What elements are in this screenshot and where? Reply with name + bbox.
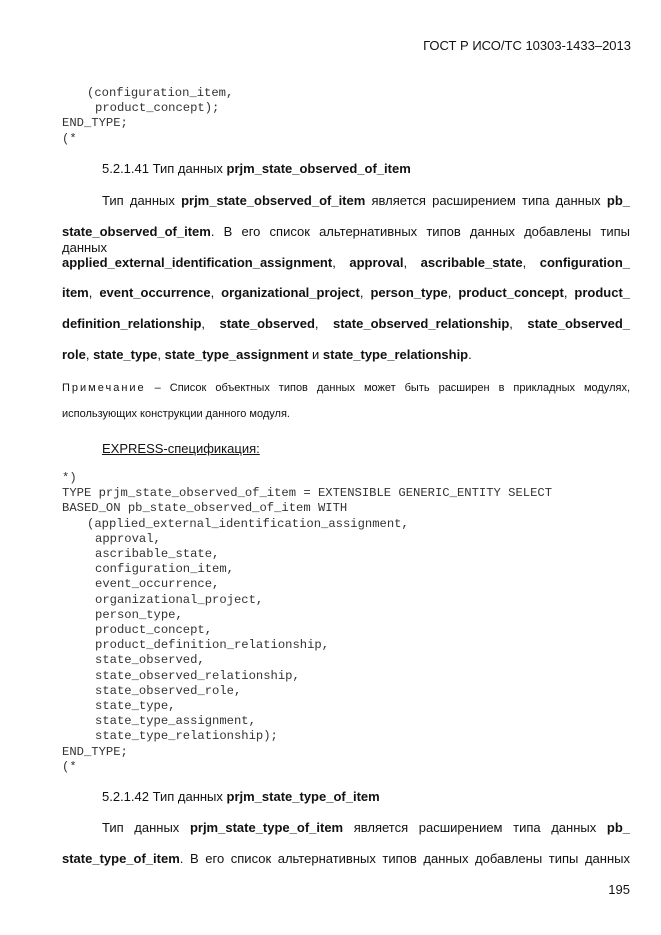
section-heading bbox=[102, 789, 380, 804]
code-line: approval, bbox=[95, 531, 161, 546]
code-line: state_observed, bbox=[95, 653, 205, 668]
code-line: TYPE prjm_state_observed_of_item = EXTENSIBLE GENERIC_ENTITY SELECT bbox=[62, 486, 553, 501]
paragraph-line: Тип данных prjm_state_observed_of_item является расширением типа данных pb_ bbox=[102, 193, 630, 208]
page-number: 195 bbox=[608, 882, 630, 897]
code-line: event_occurrence, bbox=[95, 577, 220, 592]
code-line: (applied_external_identification_assignment, bbox=[87, 516, 409, 531]
section-heading-name: prjm_state_observed_of_item bbox=[226, 161, 411, 176]
section-paragraph bbox=[62, 820, 630, 882]
code-line: state_type, bbox=[95, 699, 176, 714]
section-heading-prefix: 5.2.1.41 Тип данных bbox=[102, 161, 227, 176]
section-paragraph bbox=[62, 193, 630, 378]
section-heading-prefix: 5.2.1.42 Тип данных bbox=[102, 789, 227, 804]
section-heading-name: prjm_state_type_of_item bbox=[226, 789, 380, 804]
section-heading bbox=[102, 161, 411, 176]
paragraph-line: state_observed_of_item. В его список альтернативных типов данных добавлены типы данных bbox=[62, 223, 630, 255]
code-line: product_concept); bbox=[95, 101, 220, 116]
code-line: BASED_ON pb_state_observed_of_item WITH bbox=[62, 501, 348, 516]
code-line: state_type_assignment, bbox=[95, 714, 256, 729]
paragraph-line: definition_relationship, state_observed, state_observed_relationship, state_observed_ bbox=[62, 316, 630, 332]
code-line: *) bbox=[62, 471, 77, 485]
express-spec-label: EXPRESS-спецификация: bbox=[102, 441, 260, 456]
code-line: state_observed_relationship, bbox=[95, 668, 300, 683]
paragraph-line: applied_external_identification_assignment, approval, ascribable_state, configuration_ bbox=[62, 254, 630, 270]
code-line: configuration_item, bbox=[95, 562, 234, 577]
code-line: END_TYPE; bbox=[62, 116, 128, 131]
code-block-top bbox=[62, 86, 233, 147]
paragraph-line: item, event_occurrence, organizational_project, person_type, product_concept, product_ bbox=[62, 285, 630, 301]
note-block bbox=[62, 381, 630, 433]
note-line: Примечание – Список объектных типов данных может быть расширен в прикладных модулях, bbox=[62, 382, 630, 394]
code-line: END_TYPE; bbox=[62, 744, 128, 759]
code-line: state_type_relationship); bbox=[95, 729, 278, 744]
code-line: ascribable_state, bbox=[95, 547, 220, 562]
code-block-main bbox=[62, 471, 552, 775]
code-line: (* bbox=[62, 759, 77, 774]
note-line: использующих конструкции данного модуля. bbox=[62, 408, 290, 420]
paragraph-line: state_type_of_item. В его список альтернативных типов данных добавлены типы данных bbox=[62, 850, 630, 866]
code-line: (* bbox=[62, 131, 77, 146]
document-header: ГОСТ Р ИСО/ТС 10303-1433–2013 bbox=[423, 38, 631, 53]
note-label: Примечание bbox=[62, 382, 146, 394]
code-line: state_observed_role, bbox=[95, 683, 242, 698]
code-line: product_concept, bbox=[95, 623, 213, 638]
paragraph-line: Тип данных prjm_state_type_of_item является расширением типа данных pb_ bbox=[102, 820, 630, 835]
paragraph-line: role, state_type, state_type_assignment и state_type_relationship. bbox=[62, 346, 472, 362]
code-line: product_definition_relationship, bbox=[95, 638, 330, 653]
code-line: organizational_project, bbox=[95, 592, 264, 607]
code-line: (configuration_item, bbox=[87, 86, 234, 100]
code-line: person_type, bbox=[95, 607, 183, 622]
